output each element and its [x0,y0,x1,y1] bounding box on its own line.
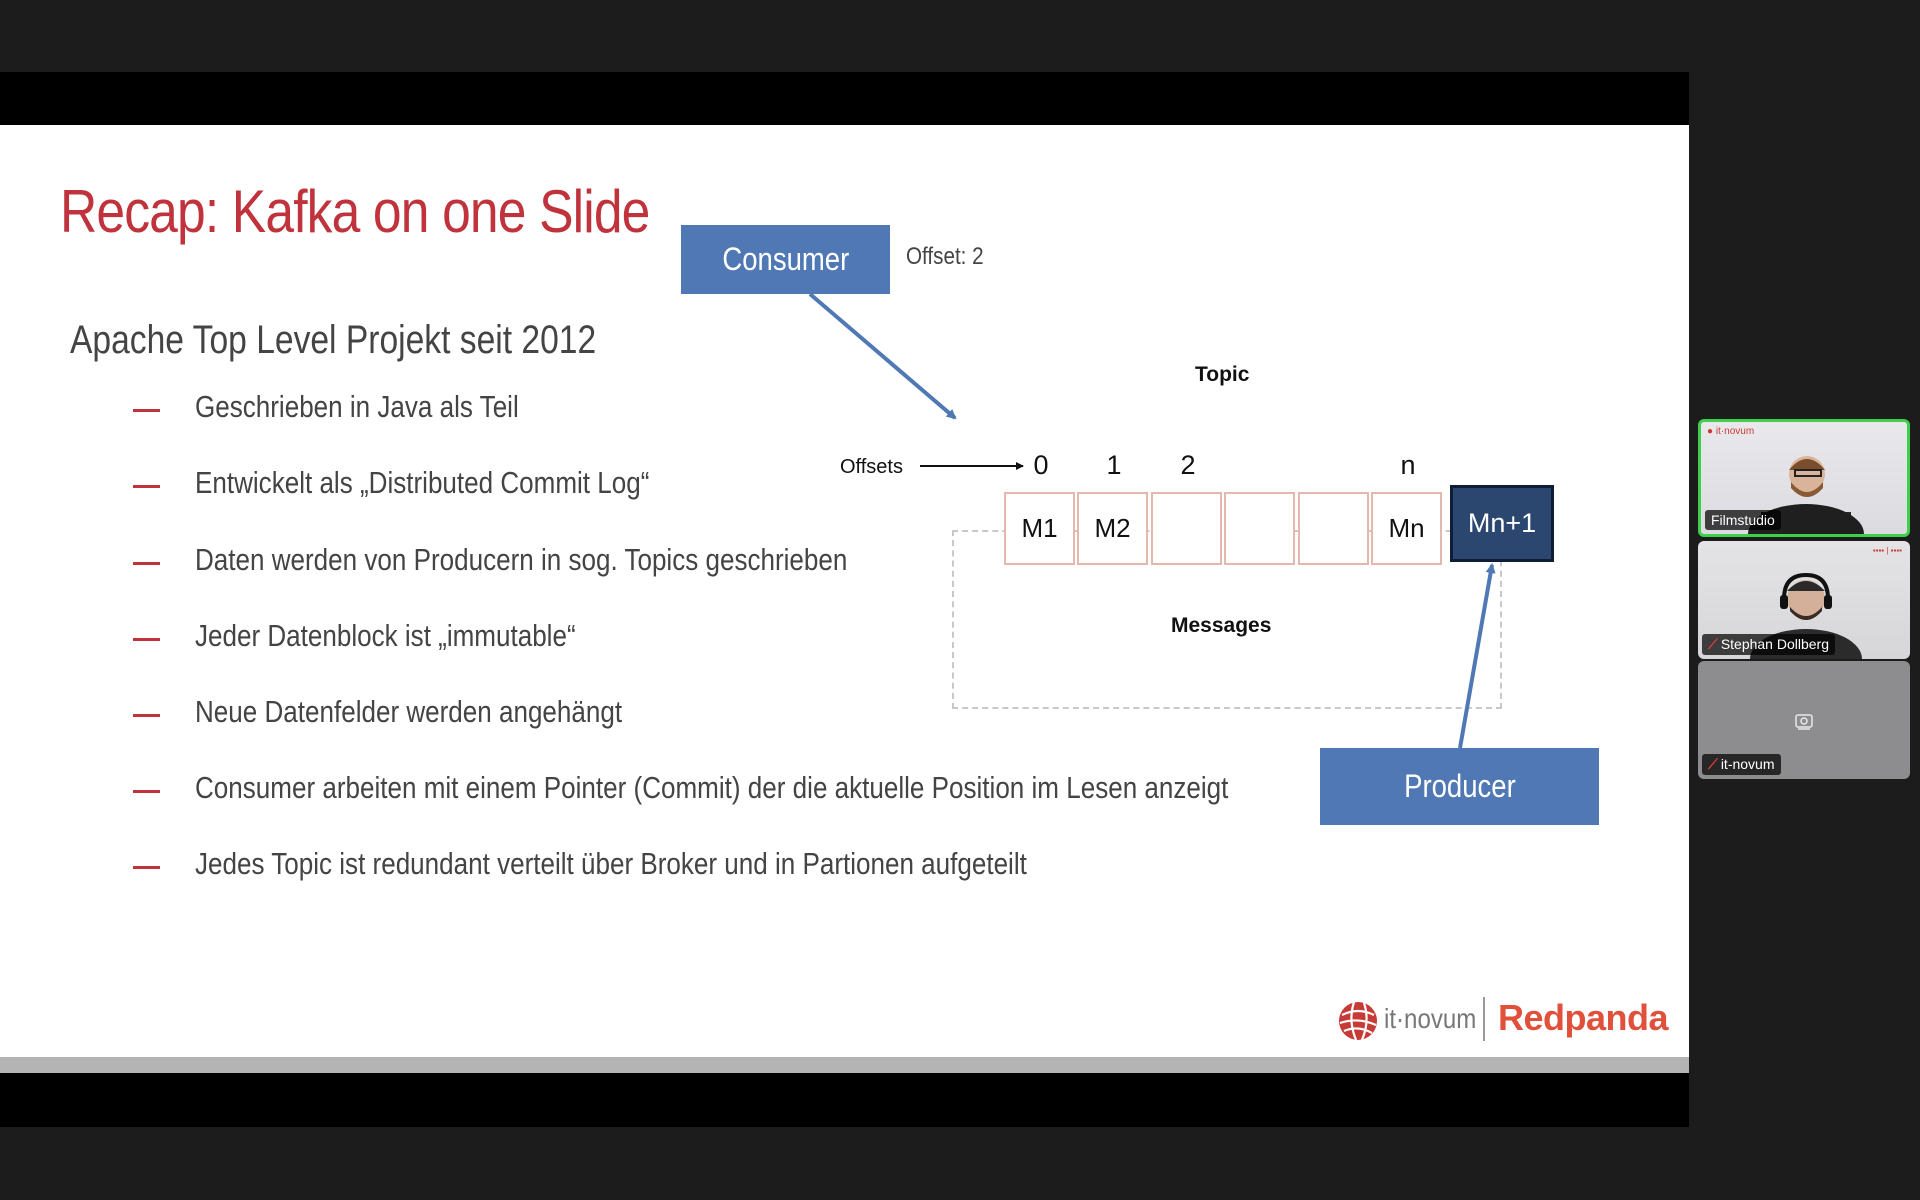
consumer-arrow [810,294,955,418]
messages-label: Messages [1171,614,1272,637]
mic-muted-icon: ⟋ [1708,756,1718,772]
mic-muted-icon: ⟋ [1708,636,1718,652]
itnovum-watermark: ● it·novum [1707,426,1755,437]
message-cell: M2 [1077,492,1148,565]
bullet-text: Daten werden von Producern in sog. Topics geschrieben [195,542,848,577]
footer-logos [1336,995,1676,1045]
bullet-text: Neue Datenfelder werden angehängt [195,694,623,729]
camera-off-icon [1792,709,1816,733]
participant-name [1702,634,1835,655]
offsets-label: Offsets [840,456,903,478]
topic-label: Topic [1195,363,1250,386]
bullet-text: Entwickelt als „Distributed Commit Log“ [195,465,650,500]
consumer-label: Consumer [722,241,849,277]
participant-watermark: ▪▪▪▪ | ▪▪▪▪ [1872,546,1902,555]
offset-number: 0 [1033,450,1049,480]
participant-tile-filmstudio[interactable] [1698,419,1910,537]
participant-name-text: it-novum [1720,756,1775,772]
slide-title: Recap: Kafka on one Slide [60,178,650,245]
producer-label: Producer [1403,768,1516,804]
new-message-cell: Mn+1 [1450,485,1554,562]
bullet-text: Jeder Datenblock ist „immutable“ [195,618,576,653]
diagram-arrows [0,125,1689,1073]
offset-number: 2 [1180,450,1196,480]
itnovum-globe-icon [1336,999,1380,1043]
participant-name [1702,754,1781,775]
participant-name-text: Stephan Dollberg [1720,636,1829,652]
presentation-slide [0,125,1689,1073]
slide-subtitle: Apache Top Level Projekt seit 2012 [70,318,597,362]
participant-tile-itnovum[interactable] [1698,661,1910,779]
offset-number: n [1400,450,1416,480]
participant-name: Filmstudio [1705,510,1781,530]
shared-screen [0,72,1689,1127]
participant-tile-stephan[interactable] [1698,541,1910,659]
offset-number: 1 [1106,450,1122,480]
message-cell: Mn [1371,492,1442,565]
producer-arrow [1460,565,1492,748]
itnovum-logo-text: it·novum [1384,1003,1477,1034]
slide-bottom-bar [0,1057,1689,1073]
logo-divider [1483,997,1485,1041]
bullet-text: Jedes Topic ist redundant verteilt über Broker und in Partionen aufgeteilt [195,846,1027,881]
redpanda-logo-text: Redpanda [1498,997,1669,1038]
consumer-offset: Offset: 2 [906,243,984,270]
message-cell: M1 [1004,492,1075,565]
bullet-text: Consumer arbeiten mit einem Pointer (Commit) der die aktuelle Position im Lesen anzeigt [195,770,1229,805]
bullet-text: Geschrieben in Java als Teil [195,389,519,424]
